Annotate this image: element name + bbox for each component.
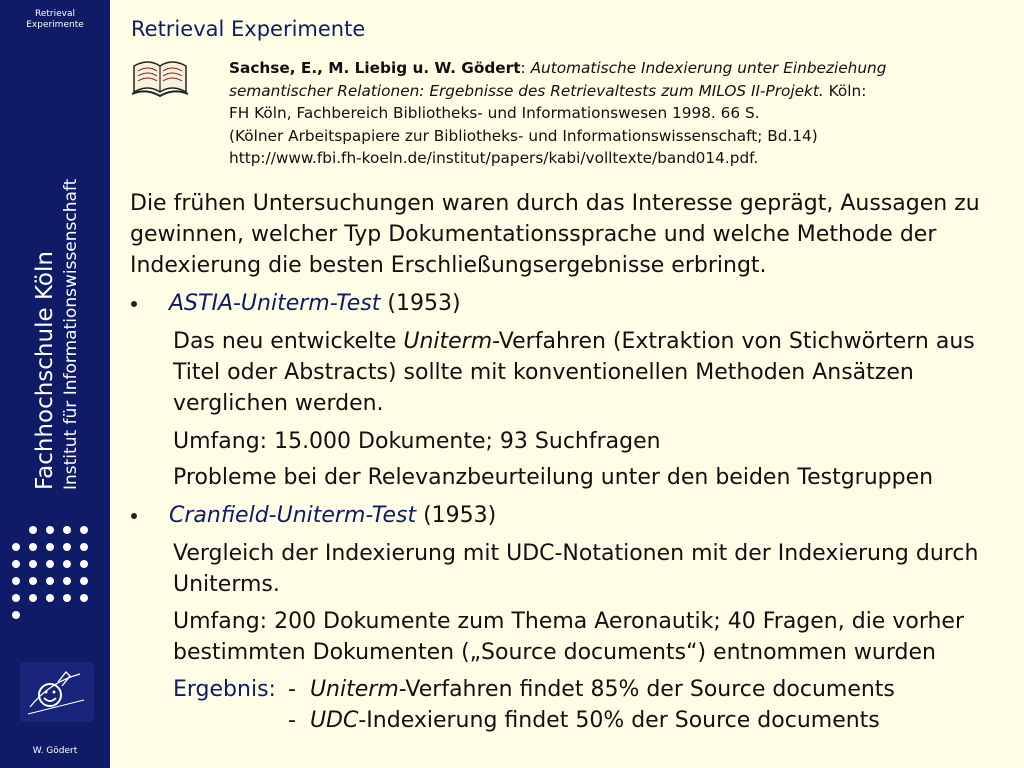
test-2-result-label	[173, 674, 276, 705]
sidebar-vertical-text	[30, 70, 82, 490]
test-1-desc-em: Uniterm	[403, 329, 493, 354]
test-2-heading	[130, 500, 496, 531]
intro-paragraph: Die frühen Untersuchungen waren durch das Interesse geprägt, Aussagen zu gewinnen, welcher Typ Dokumentationssprache und welche Methode der Indexierung die besten Erschließungsergebnisse erbringt.	[130, 191, 980, 278]
ref-colon: :	[520, 59, 526, 77]
ref-authors: Sachse, E., M. Liebig u. W. Gödert	[229, 59, 521, 77]
sidebar-title	[0, 9, 110, 31]
slide-title: Retrieval Experimente	[131, 17, 366, 41]
test-1-scope: Umfang: 15.000 Dokumente; 93 Suchfragen	[173, 429, 661, 454]
result-1-em: Uniterm	[309, 677, 399, 702]
author-footer: W. Gödert	[32, 746, 78, 756]
result-2-rest: -Indexierung findet 50% der Source documents	[358, 708, 880, 733]
test-1-problem: Probleme bei der Relevanzbeurteilung unter den beiden Testgruppen	[173, 465, 934, 490]
ref-series: (Kölner Arbeitspapiere zur Bibliotheks- und Informationswissenschaft; Bd.14)	[229, 126, 818, 145]
pattern-dot	[12, 594, 20, 602]
ref-publisher: FH Köln, Fachbereich Bibliotheks- und Informationswesen 1998. 66 S.	[229, 104, 760, 122]
pattern-dot	[63, 560, 71, 568]
bullet-icon	[131, 513, 137, 519]
ref-title-line1: Automatische Indexierung unter Einbeziehung	[530, 59, 887, 77]
pattern-dot	[12, 577, 20, 585]
pattern-dot	[46, 577, 54, 585]
sidebar	[0, 0, 110, 768]
test-2-scope: Umfang: 200 Dokumente zum Thema Aeronautik; 40 Fragen, die vorher bestimmten Dokumenten („Source documents“) entnommen wurden	[173, 609, 965, 665]
pattern-dot	[29, 594, 37, 602]
pattern-dot	[29, 577, 37, 585]
result-label: Ergebnis:	[173, 677, 276, 702]
test-2-result-2	[288, 705, 880, 736]
pattern-dot	[46, 543, 54, 551]
pattern-dot	[46, 594, 54, 602]
school-name: Fachhochschule Köln	[32, 251, 58, 490]
result-2-dash: -	[288, 708, 296, 733]
pattern-dot	[80, 560, 88, 568]
ref-title-line2: semantischer Relationen: Ergebnisse des Retrievaltests zum MILOS II-Projekt.	[229, 81, 824, 100]
ref-url[interactable]: http://www.fbi.fh-koeln.de/institut/papers/kabi/volltexte/band014.pdf.	[229, 149, 759, 167]
pattern-dot	[29, 526, 37, 534]
test-2-result-1	[288, 674, 895, 705]
test-1-desc-pre: Das neu entwickelte	[173, 329, 404, 354]
test-2-name: Cranfield-Uniterm-Test	[169, 503, 417, 528]
sidebar-title-line2: Experimente	[26, 20, 84, 30]
pattern-dot	[12, 611, 20, 619]
test-2-description: Vergleich der Indexierung mit UDC-Notationen mit der Indexierung durch Uniterms.	[173, 541, 979, 597]
pattern-dot	[63, 543, 71, 551]
bullet-icon	[131, 301, 137, 307]
sidebar-title-line1: Retrieval	[35, 9, 75, 19]
open-book-icon	[130, 52, 190, 102]
pattern-dot	[63, 594, 71, 602]
slide-content	[110, 0, 1024, 768]
pattern-dot	[80, 543, 88, 551]
test-2-year: (1953)	[423, 503, 497, 528]
pattern-dot	[12, 560, 20, 568]
institute-name: Institut für Informationswissenschaft	[61, 178, 81, 490]
pattern-dot	[46, 560, 54, 568]
test-1-year: (1953)	[387, 291, 461, 316]
test-1-description	[173, 326, 1023, 419]
pattern-dot	[80, 594, 88, 602]
pattern-dot	[12, 543, 20, 551]
result-2-em: UDC	[309, 708, 359, 733]
dot-pattern	[8, 522, 104, 632]
test-1-desc-post: -Verfahren (Extraktion von Stichwörtern aus Titel oder Abstracts) sollte mit konventionellen Methoden Ansätzen verglichen werden.	[173, 329, 975, 416]
pattern-dot	[80, 577, 88, 585]
reference-citation	[229, 57, 1009, 170]
pattern-dot	[29, 560, 37, 568]
pattern-dot	[46, 526, 54, 534]
pattern-dot	[63, 577, 71, 585]
result-1-rest: -Verfahren findet 85% der Source documents	[398, 677, 895, 702]
ref-place: Köln:	[828, 81, 867, 100]
pattern-dot	[29, 543, 37, 551]
result-1-dash: -	[288, 677, 296, 702]
pattern-dot	[63, 526, 71, 534]
smiley-logo-icon	[20, 662, 94, 722]
pattern-dot	[80, 526, 88, 534]
test-1-heading	[130, 288, 461, 319]
test-1-name: ASTIA-Uniterm-Test	[169, 291, 381, 316]
